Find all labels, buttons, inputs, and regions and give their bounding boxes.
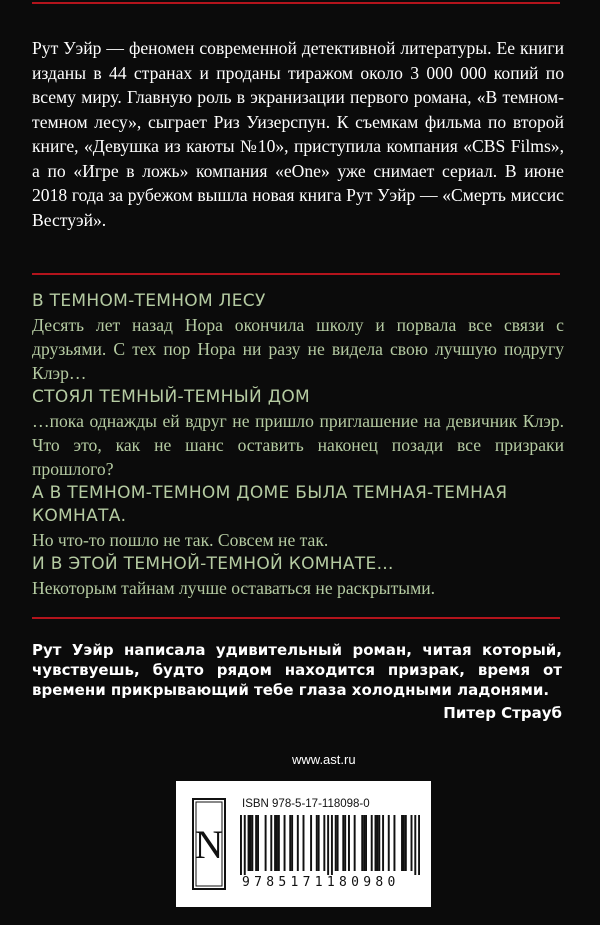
barcode-bar	[371, 815, 373, 871]
barcode-bar	[411, 815, 413, 871]
barcode-bar	[248, 815, 250, 871]
publisher-logo-icon	[192, 798, 226, 890]
teaser-paragraph-3: Но что-то пошло не так. Совсем не так.	[32, 530, 329, 550]
author-bio: Рут Уэйр — феномен современной детективной литературы. Ее книги изданы в 44 странах и проданы тиражом около 3 000 000 копий по всему миру. Главную роль в экранизации первого романа, «В темном-темном лесу», сыграет Риз Уизерспун. К съемкам фильма по второй книге, «Девушка из каюты №10», приступила компания «CBS Films», а по «Игре в ложь» компания «eOne» уже снимает сериал. В июне 2018 года за рубежом вышла новая книга Рут Уэйр — «Смерть миссис Вестуэй».	[32, 38, 564, 230]
barcode-bar	[401, 815, 403, 871]
barcode-bar	[403, 815, 405, 871]
barcode-bar	[297, 815, 299, 871]
lower-rule	[32, 617, 560, 619]
barcode-bar	[278, 815, 280, 871]
barcode-bar	[331, 815, 333, 875]
teaser-heading-1: В ТЕМНОМ-ТЕМНОМ ЛЕСУ	[32, 291, 266, 311]
barcode-bar	[361, 815, 363, 871]
barcode-bar	[376, 815, 378, 871]
barcode-bar	[405, 815, 407, 871]
barcode-bar	[335, 815, 337, 871]
barcode-digits: 9785171180980	[242, 875, 400, 890]
teaser-heading-4: И В ЭТОЙ ТЕМНОЙ-ТЕМНОЙ КОМНАТЕ…	[32, 554, 394, 574]
barcode-bar	[284, 815, 286, 871]
barcode-bar	[393, 815, 395, 871]
teaser-paragraph-1: Десять лет назад Нора окончила школу и порвала все связи с друзьями. С тех пор Нора ни разу не видела свою лучшую подругу Клэр…	[32, 315, 564, 383]
barcode-bar	[255, 815, 257, 871]
top-rule	[32, 2, 560, 4]
barcode-bar	[414, 815, 416, 875]
barcode-bar	[274, 815, 276, 871]
barcode-bar	[289, 815, 291, 871]
barcode-bar	[363, 815, 365, 871]
barcode-bar	[303, 815, 305, 871]
middle-rule	[32, 273, 560, 275]
barcode-bar	[388, 815, 390, 871]
teaser-paragraph-4: Некоторым тайнам лучше оставаться не раскрытыми.	[32, 578, 436, 598]
barcode-bar	[244, 815, 246, 875]
barcode-bar	[365, 815, 367, 871]
barcode-bar	[348, 815, 350, 871]
barcode-bar	[327, 815, 329, 875]
barcode-bar	[291, 815, 293, 871]
svg-text:N: N	[194, 822, 224, 867]
quote-author: Питер Страуб	[443, 704, 562, 722]
barcode-bar	[354, 815, 356, 871]
teaser-heading-3: А В ТЕМНОМ-ТЕМНОМ ДОМЕ БЫЛА ТЕМНАЯ-ТЕМНАЯ КОМНАТА.	[32, 483, 508, 526]
barcode-bar	[323, 815, 325, 871]
barcode-bar	[251, 815, 253, 871]
review-quote: Рут Уэйр написала удивительный роман, читая который, чувствуешь, будто рядом находится призрак, время от времени прикрывающий тебе глаза холодными ладонями.	[32, 641, 562, 699]
barcode-bar	[344, 815, 346, 871]
barcode-bar	[337, 815, 339, 871]
barcode-bar	[276, 815, 278, 871]
barcode-bar	[265, 815, 267, 871]
barcode-bar	[318, 815, 320, 871]
barcode-bar	[249, 815, 251, 871]
barcode-bar	[270, 815, 272, 871]
barcode-bar	[378, 815, 380, 871]
barcode-bar	[418, 815, 420, 875]
barcode-bars	[240, 815, 420, 875]
barcode-bar	[310, 815, 312, 871]
barcode-bar	[257, 815, 259, 871]
teaser-heading-2: СТОЯЛ ТЕМНЫЙ-ТЕМНЫЙ ДОМ	[32, 387, 310, 407]
barcode-bar	[316, 815, 318, 871]
isbn-label: ISBN 978-5-17-118098-0	[242, 798, 370, 810]
barcode-bar	[375, 815, 377, 871]
barcode-bar	[240, 815, 242, 875]
barcode-bar	[382, 815, 384, 871]
story-teaser	[32, 290, 564, 601]
teaser-paragraph-2: …пока однажды ей вдруг не пришло приглашение на девичник Клэр. Что это, как не шанс оставить наконец позади все призраки прошлого?	[32, 411, 564, 479]
publisher-website[interactable]: www.ast.ru	[292, 752, 356, 767]
barcode-bar	[342, 815, 344, 871]
barcode-panel	[176, 781, 431, 907]
